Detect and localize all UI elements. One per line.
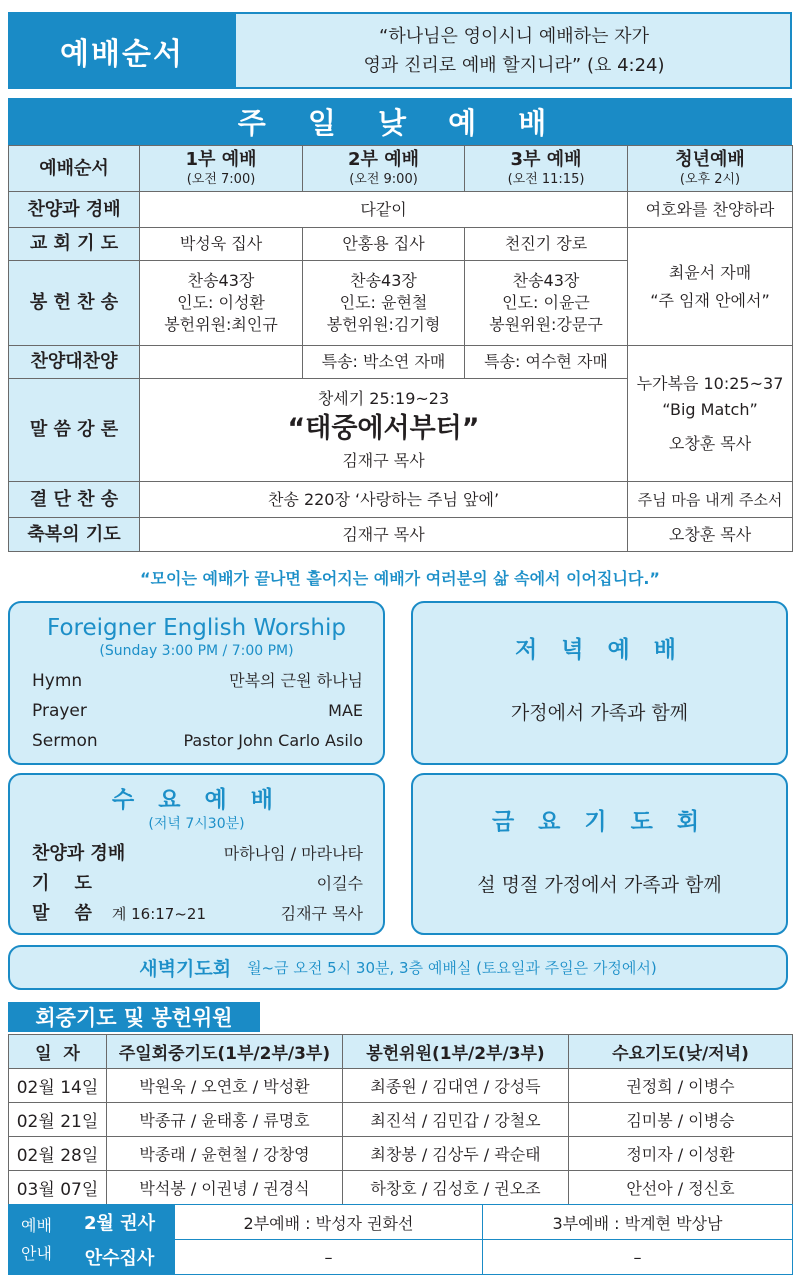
dawn-prayer-bar: [8, 945, 788, 990]
offering-s2-leader: 인도: 윤현철: [339, 293, 428, 312]
members-header-sunday-prayer: 주일회중기도(1부/2부/3부): [107, 1035, 343, 1069]
praise-label: 찬양과 경배: [9, 192, 140, 228]
evening-title: 저 녁 예 배: [515, 637, 684, 663]
friday-text: 설 명절 가정에서 가족과 함께: [477, 874, 722, 896]
wednesday-praise-value: 마하나임 / 마라나타: [223, 844, 363, 863]
hymn-label: 결 단 찬 송: [9, 482, 140, 518]
guide-second-service: –: [175, 1240, 483, 1275]
sermon-title: “태중에서부터”: [287, 413, 480, 444]
offering-s2-member: 봉헌위원:김기형: [326, 315, 441, 334]
offering-s1-member: 봉헌위원:최인규: [164, 315, 278, 334]
praise-row: [9, 192, 793, 228]
evening-worship-box: [411, 601, 788, 765]
choir-label: 찬양대찬양: [9, 346, 140, 379]
english-row-prayer: [32, 696, 363, 726]
sermon-label: 말 씀 강 론: [9, 379, 140, 482]
prayer-s2: 안홍용 집사: [303, 228, 465, 261]
friday-title: 금 요 기 도 회: [491, 809, 708, 835]
members-sunday-prayer: 박종규 / 윤태홍 / 류명호: [107, 1103, 343, 1137]
members-date: 03월 07일: [9, 1171, 107, 1205]
guide-third-service: –: [483, 1240, 793, 1275]
members-wednesday-prayer: 김미봉 / 이병승: [569, 1103, 793, 1137]
offering-s1-leader: 인도: 이성환: [177, 293, 265, 312]
members-sunday-prayer: 박종래 / 윤현철 / 강창영: [107, 1137, 343, 1171]
english-sermon-value: Pastor John Carlo Asilo: [183, 731, 363, 750]
prayer-s3: 천진기 장로: [465, 228, 628, 261]
quote-line-2: 영과 진리로 예배 할지니라” (요 4:24): [363, 54, 665, 76]
offering-s3-hymn: 찬송43장: [512, 271, 580, 290]
sunday-worship-table: [8, 145, 793, 552]
sermon-preacher: 김재구 목사: [342, 451, 425, 470]
order-label: 예배순서: [9, 146, 140, 192]
english-row-hymn: [32, 666, 363, 696]
guide-row: [9, 1205, 793, 1240]
guide-role: 안수집사: [65, 1240, 175, 1275]
wednesday-worship-box: [8, 773, 385, 935]
service-2: [303, 146, 465, 192]
members-sunday-prayer: 박원욱 / 오연호 / 박성환: [107, 1069, 343, 1103]
sermon-youth: [628, 346, 793, 482]
sermon-scripture: 창세기 25:19~23: [317, 389, 450, 408]
english-row-sermon: [32, 726, 363, 756]
members-wednesday-prayer: 정미자 / 이성환: [569, 1137, 793, 1171]
offering-s3-leader: 인도: 이윤근: [502, 293, 590, 312]
english-prayer-label: Prayer: [32, 701, 87, 721]
members-sunday-prayer: 박석봉 / 이권녕 / 권경식: [107, 1171, 343, 1205]
members-header-wednesday-prayer: 수요기도(낮/저녁): [569, 1035, 793, 1069]
choir-s1: [140, 346, 303, 379]
sermon-youth-scripture: 누가복음 10:25~37: [636, 373, 784, 393]
wednesday-prayer-value: 이길수: [316, 874, 363, 893]
offering-s2-hymn: 찬송43장: [350, 271, 417, 290]
wednesday-praise-label: 찬양과 경배: [32, 843, 126, 864]
members-date: 02월 21일: [9, 1103, 107, 1137]
members-row: [9, 1103, 793, 1137]
service-youth-time: (오후 2시): [679, 172, 741, 187]
guide-label-line-1: 예배: [21, 1215, 52, 1235]
blessing-row: [9, 518, 793, 552]
members-offering: 최진석 / 김민갑 / 강철오: [343, 1103, 569, 1137]
sermon-youth-preacher: 오창훈 목사: [668, 433, 752, 453]
dawn-text: 월~금 오전 5시 30분, 3층 예배실 (토요일과 주일은 가정에서): [247, 959, 657, 977]
service-3-time: (오전 11:15): [507, 172, 585, 187]
english-worship-box: [8, 601, 385, 765]
offering-youth-line-2: “주 임재 안에서”: [650, 290, 770, 310]
header-border: [8, 12, 792, 89]
wednesday-sermon-value: 김재구 목사: [280, 904, 363, 923]
service-1: [140, 146, 303, 192]
offering-s2: [303, 261, 465, 346]
motto: “모이는 예배가 끝나면 흩어지는 예배가 여러분의 삶 속에서 이어집니다.”: [140, 569, 660, 588]
service-2-time: (오전 9:00): [349, 172, 418, 187]
service-youth: [628, 146, 793, 192]
wednesday-row-sermon: [32, 899, 363, 929]
hymn-common: 찬송 220장 ‘사랑하는 주님 앞에’: [140, 482, 628, 518]
members-header-offering: 봉헌위원(1부/2부/3부): [343, 1035, 569, 1069]
service-2-name: 2부 예배: [348, 149, 419, 170]
prayer-row: [9, 228, 793, 261]
service-youth-name: 청년예배: [675, 149, 745, 170]
blessing-youth: 오창훈 목사: [628, 518, 793, 552]
worship-guide-table: [8, 1204, 793, 1275]
english-hymn-label: Hymn: [32, 671, 83, 691]
choir-s2: 특송: 박소연 자매: [303, 346, 465, 379]
wednesday-prayer-label: 기 도: [32, 873, 92, 894]
praise-youth: 여호와를 찬양하라: [628, 192, 793, 228]
guide-third-service: 3부예배 : 박계현 박상남: [483, 1205, 793, 1240]
sermon-main: [140, 379, 628, 482]
guide-label: [9, 1205, 65, 1275]
prayer-s1: 박성욱 집사: [140, 228, 303, 261]
members-offering: 하창호 / 김성호 / 권오조: [343, 1171, 569, 1205]
blessing-label: 축복의 기도: [9, 518, 140, 552]
english-rows: [32, 666, 363, 756]
wednesday-sermon-ref: 계 16:17~21: [111, 905, 206, 923]
service-1-name: 1부 예배: [185, 149, 257, 170]
members-date: 02월 14일: [9, 1069, 107, 1103]
wednesday-rows: [32, 839, 363, 929]
wednesday-sermon-label: 말 씀: [32, 903, 92, 924]
offering-s1-hymn: 찬송43장: [187, 271, 255, 290]
english-hymn-value: 만복의 근원 하나님: [229, 671, 363, 690]
members-table: [8, 1034, 793, 1205]
english-time: (Sunday 3:00 PM / 7:00 PM): [99, 643, 294, 659]
english-sermon-label: Sermon: [32, 731, 98, 751]
members-offering: 최창봉 / 김상두 / 곽순태: [343, 1137, 569, 1171]
header-label: 예배순서: [8, 12, 236, 89]
evening-text: 가정에서 가족과 함께: [510, 702, 689, 724]
service-header-row: [9, 146, 793, 192]
hymn-row: [9, 482, 793, 518]
members-wednesday-prayer: 권정희 / 이병수: [569, 1069, 793, 1103]
offering-youth: [628, 228, 793, 346]
blessing-common: 김재구 목사: [140, 518, 628, 552]
members-title: 회중기도 및 봉헌위원: [8, 1002, 260, 1032]
offering-youth-line-1: 최윤서 자매: [668, 262, 752, 282]
offering-s3-member: 봉원위원:강문구: [489, 315, 603, 334]
wednesday-title: 수 요 예 배: [112, 787, 281, 813]
guide-row: [9, 1240, 793, 1275]
guide-label-line-2: 안내: [21, 1243, 52, 1263]
members-row: [9, 1171, 793, 1205]
wednesday-time: (저녁 7시30분): [148, 816, 245, 832]
members-date: 02월 28일: [9, 1137, 107, 1171]
members-offering: 최종원 / 김대연 / 강성득: [343, 1069, 569, 1103]
members-wednesday-prayer: 안선아 / 정신호: [569, 1171, 793, 1205]
guide-second-service: 2부예배 : 박성자 권화선: [175, 1205, 483, 1240]
prayer-label: 교 회 기 도: [9, 228, 140, 261]
offering-s3: [465, 261, 628, 346]
praise-common: 다같이: [140, 192, 628, 228]
members-row: [9, 1069, 793, 1103]
sunday-title: 주 일 낮 예 배: [8, 98, 792, 145]
members-header-date: 일 자: [9, 1035, 107, 1069]
choir-row: [9, 346, 793, 379]
english-prayer-value: MAE: [328, 701, 363, 720]
members-header-row: [9, 1035, 793, 1069]
quote-line-1: “하나님은 영이시니 예배하는 자가: [379, 25, 649, 47]
members-row: [9, 1137, 793, 1171]
offering-s1: [140, 261, 303, 346]
wednesday-row-praise: [32, 839, 363, 869]
service-3-name: 3부 예배: [510, 149, 582, 170]
choir-s3: 특송: 여수현 자매: [465, 346, 628, 379]
dawn-title: 새벽기도회: [139, 958, 232, 980]
service-1-time: (오전 7:00): [186, 172, 256, 187]
service-3: [465, 146, 628, 192]
english-title: Foreigner English Worship: [47, 615, 346, 641]
offering-label: 봉 헌 찬 송: [9, 261, 140, 346]
guide-role: 2월 권사: [65, 1205, 175, 1240]
sermon-youth-title: “Big Match”: [662, 399, 758, 419]
wednesday-row-prayer: [32, 869, 363, 899]
friday-prayer-box: [411, 773, 788, 935]
hymn-youth: 주님 마음 내게 주소서: [628, 482, 793, 518]
